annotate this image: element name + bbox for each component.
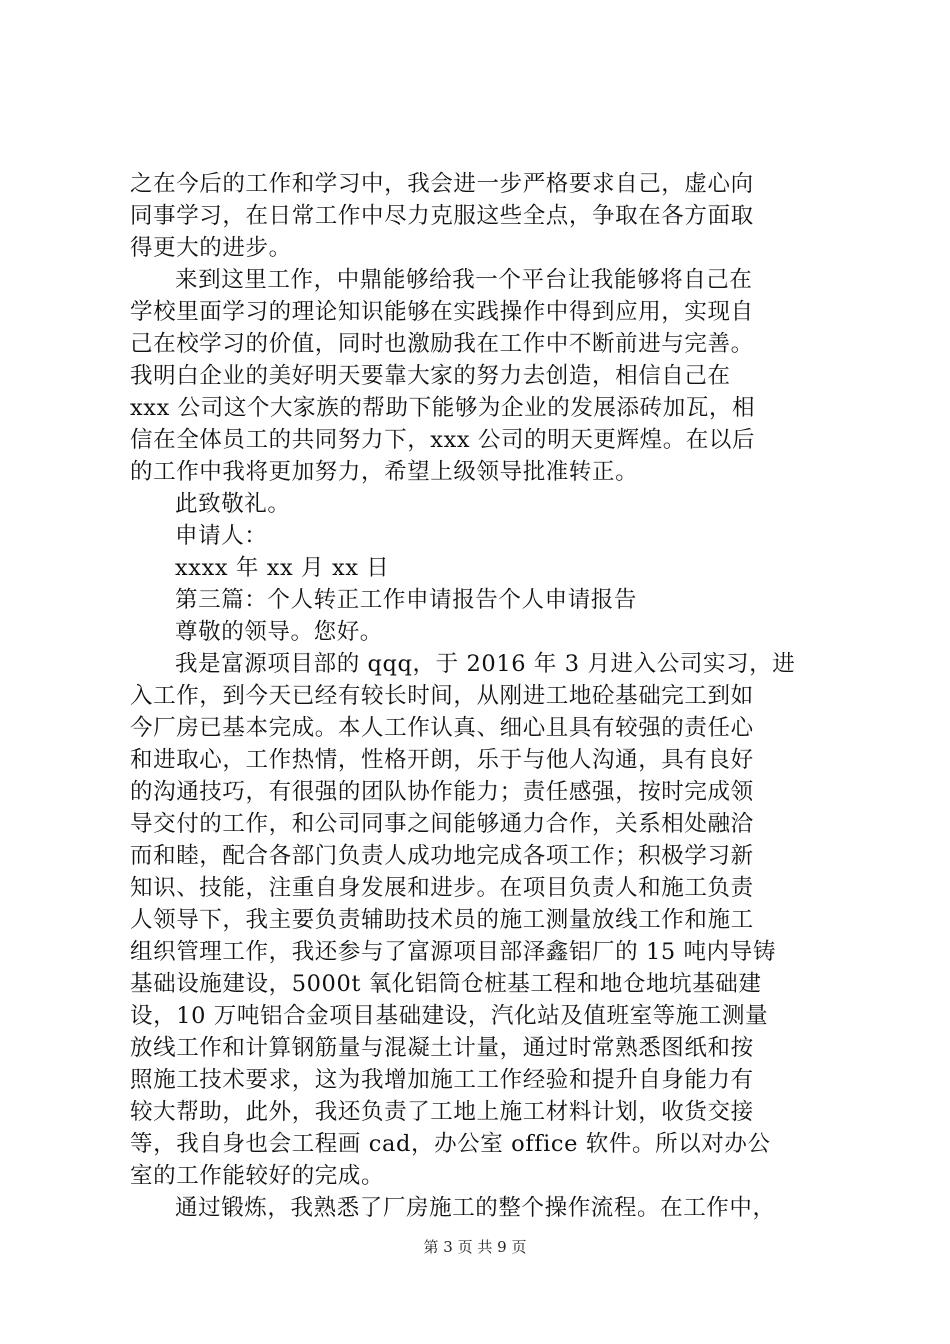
- text-line: 的工作中我将更加努力，希望上级领导批准转正。: [130, 459, 639, 485]
- text-line: 组织管理工作，我还参与了富源项目部泽鑫铝厂的 15 吨内导铸: [130, 939, 776, 965]
- text-line: 今厂房已基本完成。本人工作认真、细心且具有较强的责任心: [130, 715, 754, 741]
- text-line: 等，我自身也会工程画 cad，办公室 office 软件。所以对办公: [130, 1131, 771, 1157]
- text-line: 我明白企业的美好明天要靠大家的努力去创造，相信自己在: [130, 363, 731, 389]
- text-line: 导交付的工作，和公司同事之间能够通力合作，关系相处融洽: [130, 811, 754, 837]
- text-line: 来到这里工作，中鼎能够给我一个平台让我能够将自己在: [175, 267, 753, 293]
- text-line: 得更大的进步。: [130, 235, 292, 261]
- text-line: xxx 公司这个大家族的帮助下能够为企业的发展添砖加瓦，相: [130, 395, 756, 421]
- text-line: 同事学习，在日常工作中尽力克服这些全点，争取在各方面取: [130, 203, 754, 229]
- text-line: 知识、技能，注重自身发展和进步。在项目负责人和施工负责: [130, 875, 754, 901]
- text-line: 通过锻炼，我熟悉了厂房施工的整个操作流程。在工作中，: [175, 1195, 776, 1221]
- text-line: 入工作，到今天已经有较长时间，从刚进工地砼基础完工到如: [130, 683, 754, 709]
- text-line: 信在全体员工的共同努力下，xxx 公司的明天更辉煌。在以后: [130, 427, 756, 453]
- page-footer: 第 3 页 共 9 页: [423, 1238, 527, 1256]
- text-line: 人领导下，我主要负责辅助技术员的施工测量放线工作和施工: [130, 907, 754, 933]
- text-line: 照施工技术要求，这为我增加施工工作经验和提升自身能力有: [130, 1067, 754, 1093]
- text-line: 的沟通技巧，有很强的团队协作能力；责任感强，按时完成领: [130, 779, 754, 805]
- text-line: 第三篇：个人转正工作申请报告个人申请报告: [175, 587, 638, 613]
- text-line: 放线工作和计算钢筋量与混凝土计量，通过时常熟悉图纸和按: [130, 1035, 754, 1061]
- text-line: 设，10 万吨铝合金项目基础建设，汽化站及值班室等施工测量: [130, 1003, 769, 1029]
- text-line: 我是富源项目部的 qqq，于 2016 年 3 月进入公司实习，进: [175, 651, 796, 677]
- text-line: 尊敬的领导。您好。: [175, 619, 383, 645]
- text-line: 基础设施建设，5000t 氧化铝筒仓桩基工程和地仓地坑基础建: [130, 971, 762, 997]
- text-line: 和进取心，工作热情，性格开朗，乐于与他人沟通，具有良好: [130, 747, 754, 773]
- text-line: 而和睦，配合各部门负责人成功地完成各项工作；积极学习新: [130, 843, 754, 869]
- text-line: 己在校学习的价值，同时也激励我在工作中不断前进与完善。: [130, 331, 754, 357]
- document-body: [130, 168, 830, 1224]
- text-line: 室的工作能较好的完成。: [130, 1163, 385, 1189]
- text-line: 较大帮助，此外，我还负责了工地上施工材料计划，收货交接: [130, 1099, 754, 1125]
- text-line: 此致敬礼。: [175, 491, 291, 517]
- text-line: 学校里面学习的理论知识能够在实践操作中得到应用，实现自: [130, 299, 754, 325]
- text-line: 申请人：: [175, 523, 268, 549]
- text-line: xxxx 年 xx 月 xx 日: [175, 555, 390, 581]
- text-line: 之在今后的工作和学习中，我会进一步严格要求自己，虚心向: [130, 171, 754, 197]
